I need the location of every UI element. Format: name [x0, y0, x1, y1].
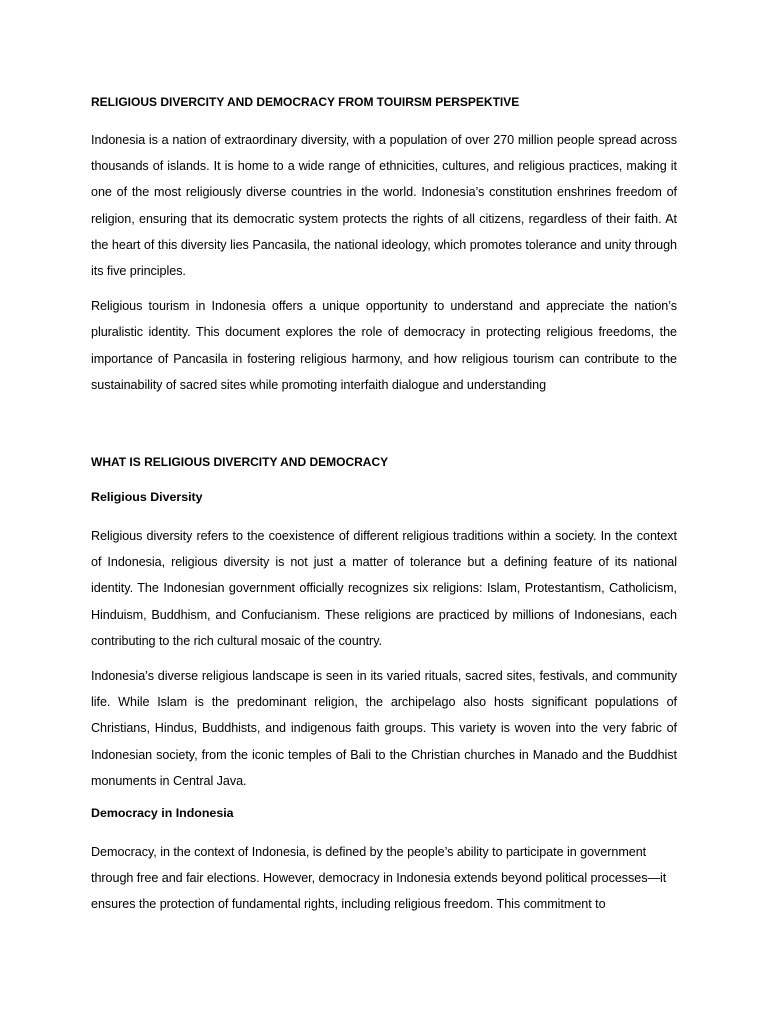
- document-title: RELIGIOUS DIVERCITY AND DEMOCRACY FROM TOUIRSM PERSPEKTIVE: [91, 95, 520, 109]
- religious-diversity-paragraph-2: Indonesia’s diverse religious landscape is seen in its varied rituals, sacred sites, festivals, and community life. While Islam is the predominant religion, the archipelago also hosts significant populations of Christians, Hindus, Buddhists, and indigenous faith groups. This variety is woven into the very fabric of Indonesian society, from the iconic temples of Bali to the Christian churches in Manado and the Buddhist monuments in Central Java.: [91, 669, 677, 788]
- democracy-paragraph-1: Democracy, in the context of Indonesia, is defined by the people’s ability to participate in government through free and fair elections. However, democracy in Indonesia extends beyond political processes—it ensures the protection of fundamental rights, including religious freedom. This commitment to: [91, 845, 667, 912]
- intro-paragraph-1: Indonesia is a nation of extraordinary diversity, with a population of over 270 million people spread across thousands of islands. It is home to a wide range of ethnicities, cultures, and religious practices, making it one of the most religiously diverse countries in the world. Indonesia’s constitution enshrines freedom of religion, ensuring that its democratic system protects the rights of all citizens, regardless of their faith. At the heart of this diversity lies Pancasila, the national ideology, which promotes tolerance and unity through its five principles.: [91, 133, 677, 279]
- section-heading: WHAT IS RELIGIOUS DIVERCITY AND DEMOCRACY: [91, 455, 389, 470]
- document-body: [91, 92, 677, 927]
- subsection-title-religious-diversity: Religious Diversity: [91, 490, 203, 505]
- subsection-title-democracy: Democracy in Indonesia: [91, 806, 234, 821]
- intro-paragraph-2: Religious tourism in Indonesia offers a unique opportunity to understand and appreciate the nation’s pluralistic identity. This document explores the role of democracy in protecting religious freedoms, the importance of Pancasila in fostering religious harmony, and how religious tourism can contribute to the sustainability of sacred sites while promoting interfaith dialogue and understanding: [91, 299, 677, 392]
- religious-diversity-paragraph-1: Religious diversity refers to the coexistence of different religious traditions within a society. In the context of Indonesia, religious diversity is not just a matter of tolerance but a defining feature of its national identity. The Indonesian government officially recognizes six religions: Islam, Protestantism, Catholicism, Hinduism, Buddhism, and Confucianism. These religions are practiced by millions of Indonesians, each contributing to the rich cultural mosaic of the country.: [91, 529, 677, 648]
